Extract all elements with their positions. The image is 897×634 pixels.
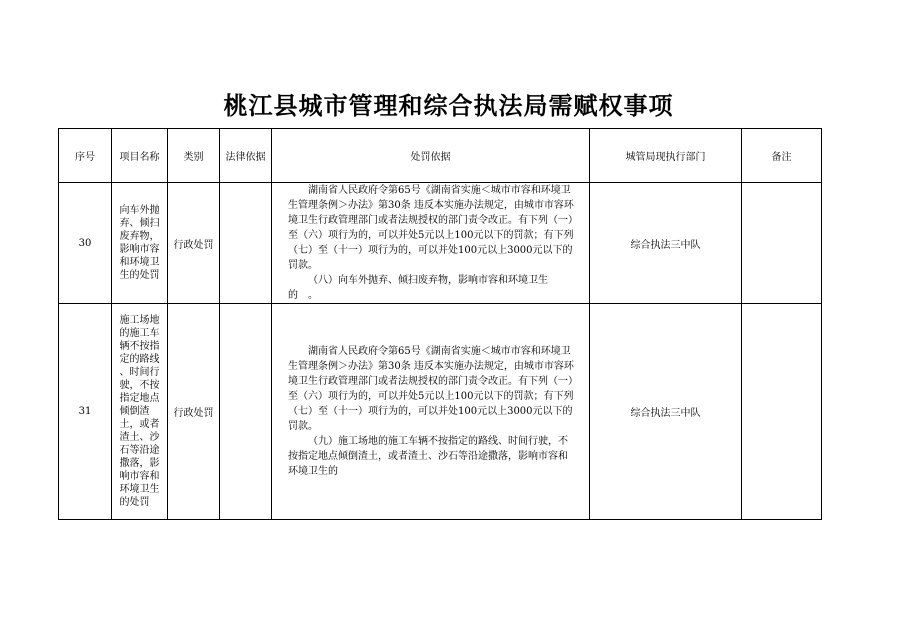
- row-item-name: [112, 304, 168, 520]
- row-basis: [272, 304, 590, 520]
- row-category: 行政处罚: [168, 183, 220, 304]
- item-name-line: 施工场地: [119, 315, 160, 326]
- item-name-line: 辆不按指: [119, 341, 160, 352]
- basis-clause: （九）施工场地的施工车辆不按指定的路线、时间行驶，不按指定地点倾倒渣土，或者渣土、沙石等沿途撒落，影响市容和环境卫生的: [288, 436, 568, 477]
- header-law: 法律依据: [220, 129, 272, 183]
- basis-clause: （八）向车外抛弃、倾扫废弃物，影响市容和环境卫生的 。: [288, 275, 548, 301]
- row-no: 30: [59, 183, 112, 304]
- header-dept: 城管局现执行部门: [590, 129, 742, 183]
- page-title: 桃江县城市管理和综合执法局需赋权事项: [223, 92, 674, 120]
- item-name-lines: [120, 204, 160, 282]
- row-item-name: [112, 183, 168, 304]
- item-name-line: 影响市容: [119, 244, 160, 255]
- item-name-line: 生的处罚: [119, 270, 160, 281]
- item-name-line: 撒落，影: [119, 458, 160, 469]
- table-row: [59, 304, 822, 520]
- item-name-line: 废弃物，: [119, 231, 160, 242]
- table-row: [59, 183, 822, 304]
- header-category: 类别: [168, 129, 220, 183]
- row-law: [220, 304, 272, 520]
- row-law: [220, 183, 272, 304]
- basis-paragraph: 湖南省人民政府令第65号《湖南省实施＜城市市容和环境卫生管理条例＞办法》第30条 违反本实施办法规定，由城市市容环境卫生行政管理部门或者法规授权的部门责令改正。有下列（一）至（六）项行为的，可以并处5元以上100元以下的罚款；有下列（七）至（十一）项行为的，可以并处100元以上3000元以下的罚款。: [288, 346, 574, 432]
- row-remark: [742, 304, 822, 520]
- header-remark: 备注: [742, 129, 822, 183]
- item-name-line: 、时间行: [119, 367, 160, 378]
- item-name-line: 驶，不按: [119, 380, 160, 391]
- row-dept: 综合执法三中队: [590, 304, 742, 520]
- item-name-line: 的施工车: [119, 328, 160, 339]
- item-name-line: 渣土、沙: [119, 432, 160, 443]
- header-no: 序号: [59, 129, 112, 183]
- row-basis: [272, 183, 590, 304]
- item-name-lines: [120, 314, 160, 509]
- row-remark: [742, 183, 822, 304]
- basis-paragraph: 湖南省人民政府令第65号《湖南省实施＜城市市容和环境卫生管理条例＞办法》第30条 违反本实施办法规定，由城市市容环境卫生行政管理部门或者法规授权的部门责令改正。有下列（一）至（六）项行为的，可以并处5元以上100元以下的罚款；有下列（七）至（十一）项行为的，可以并处100元以上3000元以下的罚款。: [288, 185, 574, 271]
- item-name-line: 弃、倾扫: [119, 218, 160, 229]
- header-name: 项目名称: [112, 129, 168, 183]
- authority-table: [58, 128, 822, 520]
- item-name-line: 和环境卫: [119, 257, 160, 268]
- item-name-line: 向车外抛: [119, 205, 160, 216]
- item-name-line: 石等沿途: [119, 445, 160, 456]
- header-basis: 处罚依据: [272, 129, 590, 183]
- row-no: 31: [59, 304, 112, 520]
- row-dept: 综合执法三中队: [590, 183, 742, 304]
- row-category: 行政处罚: [168, 304, 220, 520]
- item-name-line: 的处罚: [119, 497, 150, 508]
- item-name-line: 环境卫生: [119, 484, 160, 495]
- item-name-line: 定的路线: [119, 354, 160, 365]
- item-name-line: 土，或者: [119, 419, 160, 430]
- item-name-line: 倾倒渣: [119, 406, 150, 417]
- table-header-row: [59, 129, 822, 183]
- item-name-line: 指定地点: [119, 393, 160, 404]
- item-name-line: 响市容和: [119, 471, 160, 482]
